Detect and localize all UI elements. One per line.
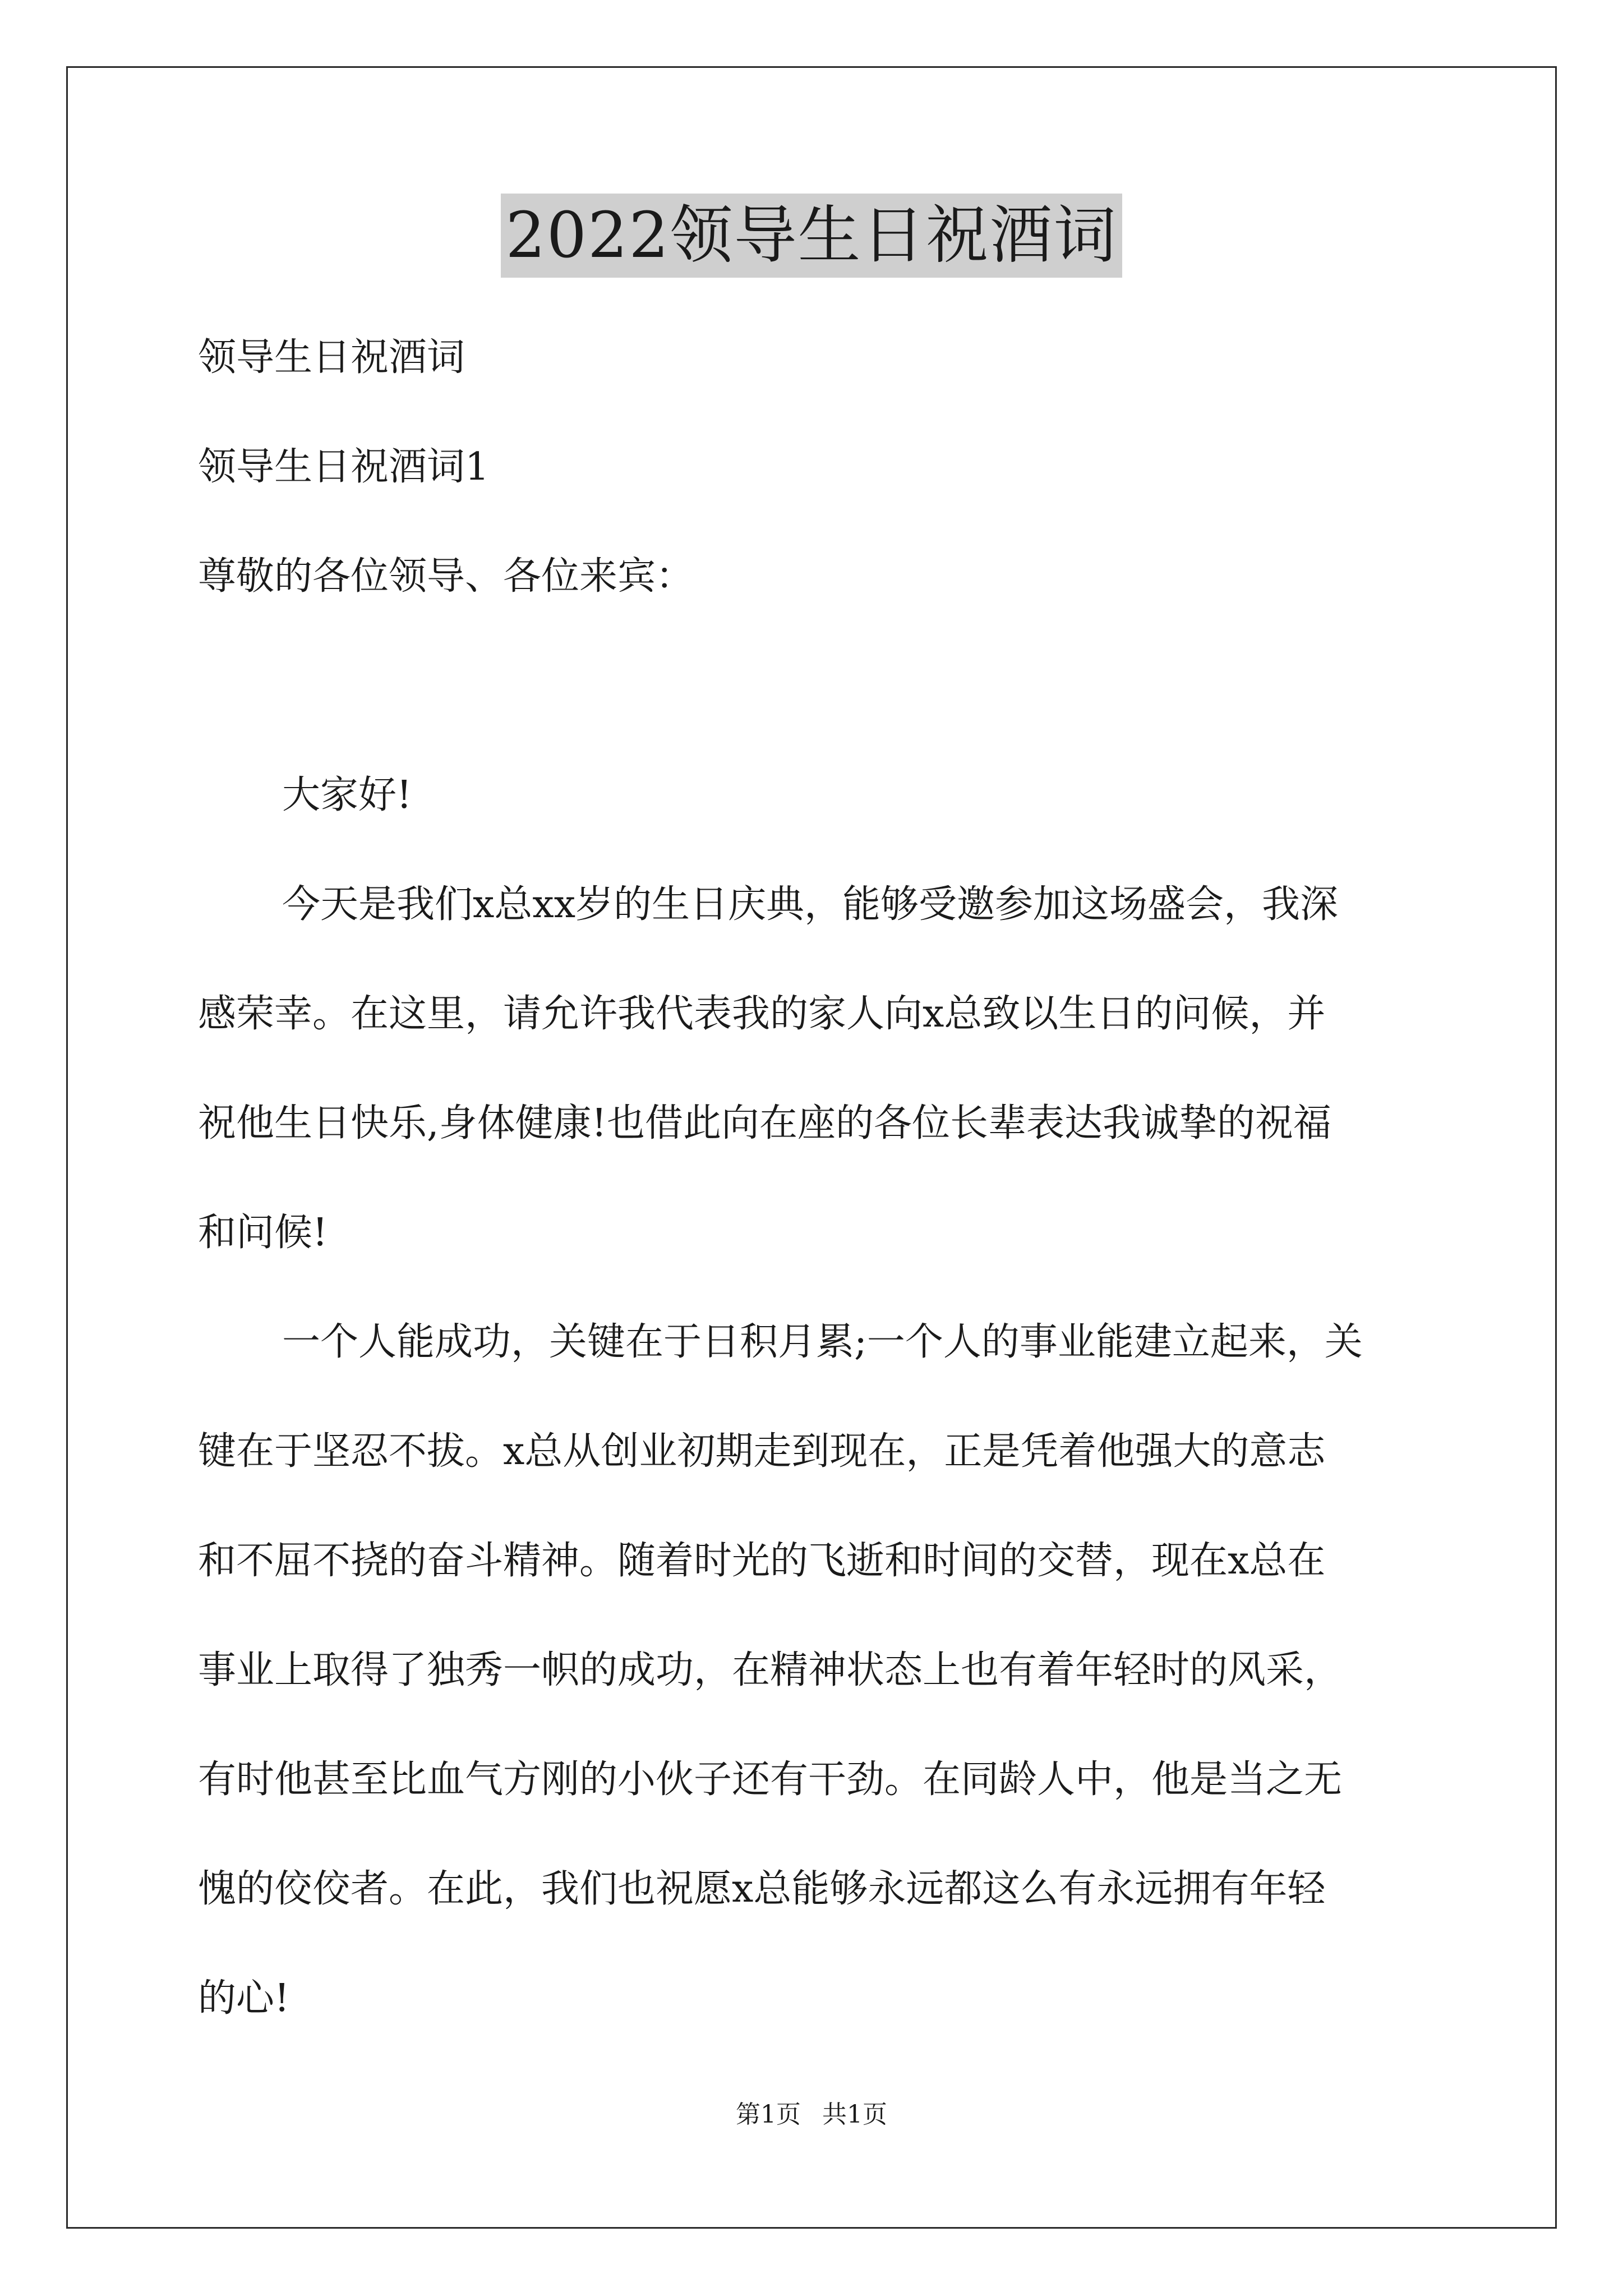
paragraph-line: 祝他生日快乐,身体健康!也借此向在座的各位长辈表达我诚挚的祝福	[198, 1101, 1331, 1145]
paragraph-line: 感荣幸。在这里，请允许我代表我的家人向x总致以生日的问候，并	[198, 992, 1326, 1036]
paragraph-line: 一个人能成功，关键在于日积月累;一个人的事业能建立起来，关	[282, 1320, 1363, 1364]
paragraph-line: 键在于坚忍不拔。x总从创业初期走到现在，正是凭着他强大的意志	[198, 1429, 1326, 1474]
paragraph-line: 事业上取得了独秀一帜的成功，在精神状态上也有着年轻时的风采，	[198, 1648, 1343, 1692]
paragraph-line: 和不屈不挠的奋斗精神。随着时光的飞逝和时间的交替，现在x总在	[198, 1539, 1326, 1583]
paragraph-line: 和问候!	[198, 1211, 328, 1255]
page-count: 共1页	[822, 2100, 887, 2129]
heading-2: 领导生日祝酒词1	[198, 445, 490, 489]
salutation: 尊敬的各位领导、各位来宾：	[198, 554, 694, 599]
greeting: 大家好!	[282, 773, 412, 817]
heading-1: 领导生日祝酒词	[198, 335, 465, 380]
paragraph-line: 今天是我们x总xx岁的生日庆典，能够受邀参加这场盛会，我深	[282, 882, 1339, 927]
title-container	[0, 194, 1623, 278]
blank-line	[198, 631, 1432, 740]
page-number: 第1页	[736, 2100, 801, 2129]
document-body	[198, 303, 1432, 2053]
paragraph-line: 愧的佼佼者。在此，我们也祝愿x总能够永远都这么有永远拥有年轻	[198, 1867, 1326, 1911]
paragraph-line: 有时他甚至比血气方刚的小伙子还有干劲。在同龄人中，他是当之无	[198, 1757, 1343, 1802]
paragraph-1	[198, 850, 1432, 1287]
document-title: 2022领导生日祝酒词	[501, 194, 1122, 278]
paragraph-line: 的心!	[198, 1976, 290, 2021]
paragraph-2	[198, 1287, 1432, 2053]
page-footer	[0, 2098, 1623, 2132]
